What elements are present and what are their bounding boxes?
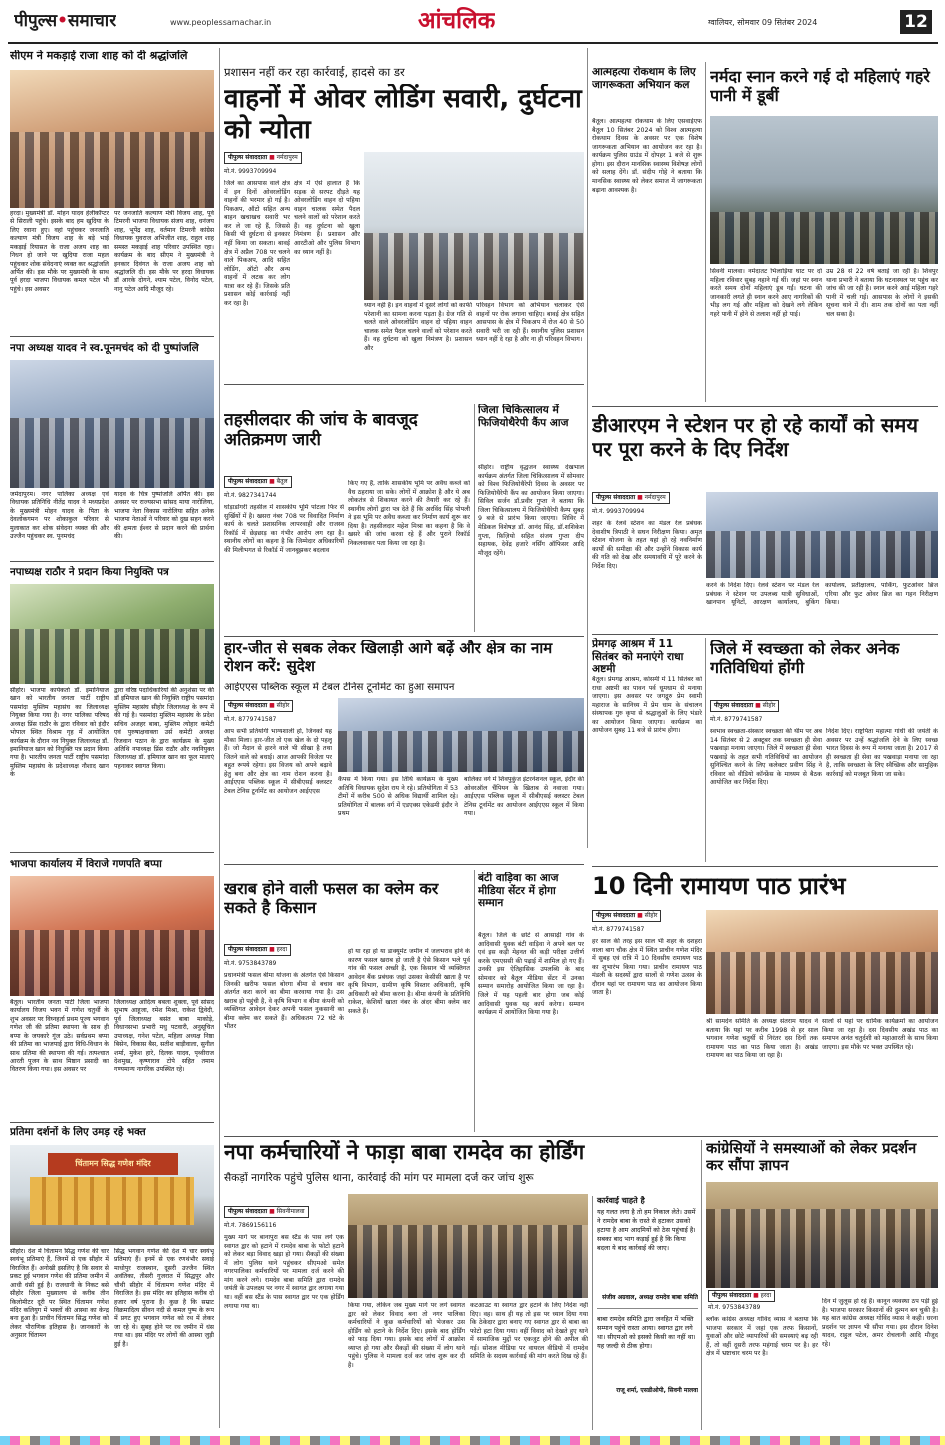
headline: सीएम ने मकड़ाई राजा शाह को दी श्रद्धांजलि bbox=[10, 50, 188, 62]
body-text: किया गया, लेकिन जब मुख्य मार्ग पर लगे स्वागत द्वार को लेकर विवाद बना तो नगर पालिका कर्मचारियों ने कुछ कर्मचारियों को भेजकर उस होर्डिंग को हटाने के निर्देश दिए। इसके बाद होर्डिंग को फाड़ दिया गया। इसके बाद लोगों में आक्रोश व्याप्त हो गया और सैकड़ों की संख्या में लोग थाने पहुंचे। पुलिस ने मामला दर्ज कर जांच शुरू कर दी है। bbox=[348, 1302, 465, 1369]
divider bbox=[224, 864, 584, 865]
story-overloading bbox=[224, 66, 584, 80]
story-ramdev-hoarding bbox=[224, 1140, 694, 1165]
body-text: परिवहन विभाग को अभियान चलाकर ऐसे वाहनों पर रोक लगाना चाहिए। बावई क्षेत्र सहित आसपास के क्षेत्र में पिकअप में रोज 40 से 50 सवारी भरी जा रही हैं। स्थानीय पुलिस प्रशासन ध्यान नहीं दे रहा है और ना ही परिवहन विभाग। bbox=[476, 302, 584, 344]
byline-place: बैतूल bbox=[276, 478, 288, 485]
byline: पीपुल्स संवाददाता ■ सिवनीमालवा bbox=[224, 1206, 309, 1218]
subheadline: आईएएस पब्लिक स्कूल में टेबल टेनिस टूर्नामेंट का हुआ समापन bbox=[224, 682, 455, 693]
body-text: कटआउट या स्वागत द्वार हटाने के लिए निर्देश नहीं दिए। वह। साथ ही यह तो इस पर ध्यान दिया गया कि ठेकेदार द्वारा बनाए गए स्वागत द्वार से बाबा का फोटो हटा दिया गया। वहीं विवाद को देखते हुए थाने में सामाजिक मुद्दों पर एकजुट होने की अपील की गई। सोशल मीडिया पर वायरल वीडियो में रामदेव समिति के सदस्य कार्रवाई की मांग करते दिख रहे हैं। bbox=[470, 1302, 588, 1361]
dateline: ग्वालियर, सोमवार 09 सितंबर 2024 bbox=[708, 18, 818, 27]
body-text: ब्लॉक कांग्रेस अध्यक्ष गोविंद व्यास ने बताया कि भाजपा सरकार में जहां एक तरफ किसानों, युवाओं और छोटे व्यापारियों की समस्याएं बढ़ रही हैं, तो वहीं दूसरी तरफ महंगाई चरम पर है। हर क्षेत्र में भ्रष्टाचार चरम पर है। bbox=[706, 1316, 818, 1358]
divider-left bbox=[219, 48, 220, 1428]
caption: जिलाध्यक्ष आदित्य बबला शुक्ला, पूर्व सांसद सुभाष आहूजा, रमेश मिश्रा, राकेश द्विवेदी, पूर्व जिलाध्यक्ष बसंत बाबा माकोड़े, विधानसभा प्रभारी मधु पटवारी, अनुसूचित उपाध्यक्ष, गनेश पटेल, महिला अध्यक्ष निष्ठा बिसेन, विकास बैस, सतीश बाड़ीवाला, सुनील शर्मा, मुकेश हारे, दिलक यादव, पृथ्वीराज देशमुख, कृष्णाराव टोपे सहित तमाम गण्यमान्य नागरिक उपस्थित रहे। bbox=[114, 999, 214, 1074]
masthead-rule bbox=[8, 42, 938, 44]
photo-rathore bbox=[10, 584, 214, 684]
body-text: बालिका वर्ग में शिवपुकुंज इंटरनेशनल स्कूल, इंदौर की ओवरऑल चैंपियन के खिताब से नवाजा गया। आईएएस पब्लिक स्कूल में सीबीएसई क्लस्टर टेबल टेनिस टूर्नामेंट का आयोजन आईएएस स्कूल में किया गया। bbox=[464, 776, 584, 818]
body-text: आप सभी प्रतियोगी भाग्यशाली हो, जिनको यह मौका मिला। हार-जीत तो एक खेल के दो पहलू हैं। जो मैदान से हारने वाले भी सीखा है तथा जितने वाले को बधाई। आज आपकी विजेता पर बहुत रूपये रहेगा। इस विजय को अपने बढ़ावे हेतु बना और क्षेत्र का नाम रोशन करना है। आईएएस पब्लिक स्कूल में सीबीएसई क्लस्टर टेबल टेनिस टूर्नामेंट का आयोजन आईएएस bbox=[224, 728, 332, 795]
photo-overloaded-vehicle bbox=[364, 152, 584, 300]
story-table-tennis bbox=[224, 640, 584, 675]
temple-facade bbox=[30, 1177, 194, 1225]
photo-bjp-ganpati bbox=[10, 876, 214, 996]
story-encroachment bbox=[224, 410, 470, 450]
body-text: शहर के रेलवे स्टेशन का मंडल रेल प्रबंधक देवाशीष त्रिपाठी ने सघन निरीक्षण किया। अमृत स्टेशन योजना के तहत यहां हो रहे नवनिर्माण कार्यों की समीक्षा की और उन्होंने विकास कार्य की गति को देख और समयावधि में पूरे करने के निर्देश दिए। bbox=[592, 520, 702, 570]
body-text: ध्यान नहीं है। इन वाहनों में दूसरे लोगों को काफी परेशानी का सामना करना पड़ता है। ग्रेज गति से चलते वाले ओवरलोडिंग वाहन दो पहिया वाहन चालक समेत पैदल चलने वालों को परेशान करते हैं। वह दुर्घटना को खुला निमंत्रण है। प्रशासन और bbox=[364, 302, 472, 352]
quote-text: यह गलत लगा है तो हम निकाल लेते। उसमें ने रामदेव बाबा के रास्ते से हटाकर उसको हटाया है आम आदमियों को ठेस पहुंचाई है। सबका बाद भाग कड़ाई हुई है कि किया बदला ये बाद कार्रवाई की जाए। bbox=[597, 1208, 696, 1253]
print-registration-strip bbox=[0, 1436, 945, 1445]
story-congress-protest bbox=[706, 1140, 938, 1174]
mobile-number: मो.नं. 7869156116 bbox=[224, 1222, 277, 1229]
divider bbox=[592, 406, 938, 407]
story-radha-ashtami bbox=[592, 638, 702, 676]
photo-drm-station bbox=[706, 492, 938, 578]
masthead bbox=[8, 6, 938, 40]
byline-author: पीपुल्स संवाददाता bbox=[228, 946, 268, 953]
story-bunty-honour bbox=[478, 872, 584, 910]
story-suicide-prevention bbox=[592, 66, 702, 91]
body-text: जिले का आसपास वाले क्षेत्र में इन दिनों ओवरलोडिंग वाहनों की भरमार हो गई है। पिकअप, ऑटो सहित अन्य बाहन खचाखच सवारी भर कर ले जा रहे हैं, जिससे किसी भी दुर्घटना से इनकार नहीं किया जा सकता। बावई क्षेत्र में अप्रैल 708 पर चलने वाले पिकअप, आदि सहित लोडिंग, ऑटो और अन्य वाहनों में लटक कर लोग यात्रा कर रहे हैं। जिसके प्रति प्रशासन कोई कार्रवाई नहीं कर रहा है। bbox=[224, 180, 290, 307]
caption: सीहोर। भाजपा कार्यकर्ता डॉ. इमानियाज खान को भारतीय जनता पार्टी राष्ट्रीय पसमांदा मुस्लिम महासंघ का जिलाध्यक्ष नियुक्त किया गया है। नगर पालिका परिषद अध्यक्ष प्रिंस राठौर के द्वारा रविवार को इंदौर भोपाल स्थित विश्राम गृह में आयोजित कार्यक्रम के दौरान नव नियुक्त जिलाध्यक्ष डॉ. इमानियाज खान को नियुक्ति पत्र प्रदान किया गया है। भारतीय जनता पार्टी राष्ट्रीय पसमांदा मुस्लिम महासंघ के प्रदेशाध्यक्ष नौशाद खान के bbox=[10, 687, 109, 779]
byline-place: नर्मदापुरम bbox=[276, 154, 298, 161]
byline-place: हरदा bbox=[276, 946, 288, 953]
quote-source: राजू शर्मा, एसडीओपी, सिवनी मालवा bbox=[616, 1387, 698, 1395]
byline: पीपुल्स संवाददाता ■ सीहोर bbox=[710, 700, 779, 712]
body-text: प्रधानमंत्री फसल बीमा योजना के अंतर्गत ऐसे किसान जिनकी खरीफ फसल बोरगा बीमा से बचाव कर अंतर्गत करा करने का बीमा करवाया गया है। उस खराब हो पहुंची है, वे कृषि विभाग व बीमा कंपनी को व्यक्तिगत आवेदन देकर अपनी फसल नुकसानी का बीमा क्लेम कर सकते हैं। अधिकतम 72 घंटे के भीतर bbox=[224, 972, 344, 1031]
subhead-wrap bbox=[224, 1172, 694, 1185]
story-cm-tribute bbox=[10, 50, 214, 63]
headline: हार-जीत से सबक लेकर खिलाड़ी आगे बढ़ें और क्षेत्र का नाम रोशन करें: सुदेश bbox=[224, 640, 553, 675]
byline-place: नर्मदापुरम bbox=[644, 494, 666, 501]
headline: प्रतिमा दर्शनों के लिए उमड़ रहे भक्त bbox=[10, 1126, 146, 1138]
divider bbox=[705, 62, 706, 402]
story-ramayan-path bbox=[592, 872, 938, 900]
body-text: स्वभाव स्वच्छता-संस्कार स्वच्छता की थीम पर अब 14 सितंबर से 2 अक्टूबर तक स्वच्छता ही सेवा पखवाड़ा मनाया जाएगा। जिले में स्वच्छता ही सेवा पखवाड़े के तहत सभी गतिविधियों का आयोजन सुनिश्चित करने के लिए कलेक्टर प्रवीण सिंह ने रविवार को वीडियो कॉन्फ्रेंस के माध्यम से बैठक आयोजित कर निर्देश दिए। bbox=[710, 728, 822, 787]
headline: तहसीलदार की जांच के बावजूद अतिक्रमण जारी bbox=[224, 410, 418, 451]
caption: द्वारा वरिष्ठ पदाधिकारियों की अनुशंसा पर की डॉ इमियाज खान की नियुक्ति राष्ट्रीय पसमांदा मुस्लिम महासंघ सीहोर जिलाध्यक्ष के रूप में की गई है। पसमांदा मुस्लिम महासंघ के प्रदेश सचिव अजहर बाबा, मुस्लिम त्योहार कमेटी एवं पुरुषाक्षवाक्ता उर्स कमेटी अध्यक्ष रिजवान पठान के द्वारा कार्यक्रम के मुख्य अतिथि नपाध्यक्ष प्रिंस राठौर और नवनियुक्त जिलाध्यक्ष डॉ. इमियाज खान का फूल मालाएं पहनाकर स्वागत किया। bbox=[114, 687, 214, 770]
body-text: बैतूल। आत्महत्या रोकथाम के लिए एसवाईएफ बैतूल 10 सितंबर 2024 को विश्व आत्महत्या रोकथाम दिवस के अवसर पर एक विशेष जागरूकता अभियान का आयोजन कर रहा है। कार्यक्रम पुलिस ग्राउंड में दोपहर 1 बजे से शुरू होगा। इस दौरान मानसिक स्वास्थ्य विशेषज्ञ लोगों को सलाह देंगे। डॉ. संदीप गोहे ने बताया कि मानसिक स्वास्थ्य को लेकर समाज में जागरूकता बढ़ाना आवश्यक है। bbox=[592, 118, 702, 194]
divider bbox=[10, 852, 214, 853]
headline: 10 दिनी रामायण पाठ प्रारंभ bbox=[592, 872, 846, 900]
mobile-number: मो.नं. 9753843789 bbox=[708, 1304, 761, 1311]
photo-ramayan-path bbox=[706, 910, 938, 1014]
photo-congress-protest bbox=[706, 1182, 938, 1288]
headline: प्रेमगढ़ आश्रम में 11 सितंबर को मनाएंगे राधा अष्टमी bbox=[592, 638, 684, 675]
body-text: बैतूल। जिले के छोटे से आसाढ़ी गांव के आदिवासी युवक बंटी वाड़िवा ने अपने बल पर एवं इस कड़ी मेहनत की कड़ी परीक्षा उत्तीर्ण करके एमएससी की पढ़ाई में शामिल हो गए हैं। उनकी इस ऐतिहासिक उपलब्धि के बाद सोमवार को बैतूल मीडिया सेंटर में उनका सम्मान समारोह आयोजित किया जा रहा है। जिले में यह पहली बार होगा जब कोई आदिवासी युवक यह कार्य करेगा। सम्मान कार्यक्रम में आयोजित किया गया है। bbox=[478, 932, 584, 1017]
brand-left: पीपुल्स bbox=[14, 11, 58, 31]
byline-author: पीपुल्स संवाददाता bbox=[228, 154, 268, 161]
brand-logo: पीपुल्स•समाचार bbox=[14, 11, 117, 31]
story-swachhta bbox=[710, 640, 938, 678]
brand-right: समाचार bbox=[67, 11, 117, 31]
byline: पीपुल्स संवाददाता ■ बैतूल bbox=[224, 476, 292, 488]
page-number: 12 bbox=[900, 10, 932, 34]
quote-source: संजीव अग्रवाल, अध्यक्ष रामदेव बाबा समिति bbox=[602, 1294, 698, 1302]
subheadline: सैकड़ों नागरिक पहुंचे पुलिस थाना, कार्रवाई की मांग पर मामला दर्ज कर जांच शुरू bbox=[224, 1172, 534, 1184]
story-drm-inspection bbox=[592, 414, 938, 461]
byline: पीपुल्स संवाददाता ■ सीहोर bbox=[224, 700, 293, 712]
byline-author: पीपुल्स संवाददाता bbox=[596, 494, 636, 501]
divider bbox=[474, 404, 475, 632]
byline-author: पीपुल्स संवाददाता bbox=[712, 1292, 752, 1299]
divider bbox=[597, 1308, 698, 1309]
byline-place: सीहोर bbox=[644, 912, 658, 919]
divider bbox=[10, 561, 214, 562]
kicker: प्रशासन नहीं कर रहा कार्रवाई, हादसे का डर bbox=[224, 66, 405, 79]
body-text: क्षेत्र में ऐसे हालात हैं कि सड़क से सरपट दौड़ते यह ओवरलोडिंग वाहन दो पहिया वाहन चालक समेत पैदल चलने वालों को परेशान करते हैं। वह दुर्घटना को खुला निमंत्रण है। प्रशासन और आरटीओ और पुलिस विभाग का ध्यान नहीं है। bbox=[294, 180, 360, 256]
body-text: श्री सामदेन समिति के अध्यक्ष संतराम यादव ने बताया कि यहां पर करीब 1998 से हर साल भगवान गणेश चतुर्थी से निरंतर दस दिनों तक रामायण पाठ का पाठ किया जाता है। अखंड रामायण का पाठ किया जा रहा है। bbox=[706, 1018, 818, 1060]
story-bjp-ganpati bbox=[10, 858, 214, 870]
divider bbox=[474, 870, 475, 1132]
body-text: सिवनी मालवा। नर्मदातट भिलाड़िया घाट पर दो महिला रविवार सुबह नहाने गई थीं। जहां पर स्नान करते समय दोनों महिलाएं डूब गईं। घटना की जानकारी लगते ही स्नान करने आए नागरिकों की भीड़ लग गई और महिला को देखने लगे लेकिन गहरे पानी में होने से तलाश नहीं हो पाई। bbox=[710, 268, 822, 318]
byline-author: पीपुल्स संवाददाता bbox=[228, 478, 268, 485]
photo-police-station-crowd bbox=[348, 1194, 588, 1298]
quote-text: बाबा रामदेव समिति द्वारा जनहित में भक्ति सम्मान पहुंचे रास्ता आया। स्वागत द्वार लगे था। सीएमओ को इसको किसी का नहीं था। यह जल्दी से ठीक होगा। bbox=[597, 1315, 696, 1351]
mobile-number: मो.नं. 8779741587 bbox=[710, 716, 763, 723]
caption: यादव के चित्र पुष्पांजलि अर्पित की। इस अवसर पर राज्यसभा सांसद माया नारोलिया, भाजपा नेता विकास नारोलिया सहित अनेक भाजपा नेताओं ने परिवार को दुख सहन करने की क्षमता ईश्वर से प्रदान करने की प्रार्थना की। bbox=[114, 491, 214, 541]
divider-right bbox=[587, 48, 588, 848]
byline: पीपुल्स संवाददाता ■ नर्मदापुरम bbox=[224, 152, 302, 164]
divider bbox=[224, 1136, 938, 1137]
body-text: सीहोर। राष्ट्रीय वृद्धजन स्वास्थ्य देखभाल कार्यक्रम अंतर्गत जिला चिकित्सालय में सोमवार को विश्व फिजियोथैरेपी दिवस के अवसर पर फिजियोथैरेपी कैंप का आयोजन किया जाएगा। सिविल सर्जन डॉ.प्रवीर गुप्ता ने बताया कि जिला चिकित्सालय में फिजियोथैरेपी कैम्प सुबह 9 बजे से प्रारंभ किया जाएगा। शिविर में मेडिकल विशेषज्ञ डॉ. आनंद सिंह, डॉ.शशिकेश गुप्ता, फ़िज़ियो सहित संजय गुप्ता दीप सहायक, देवेंद्र हजारे नर्सिंग ऑफिसर आदि मौजूद रहेंगे। bbox=[478, 464, 584, 557]
byline-author: पीपुल्स संवाददाता bbox=[228, 702, 268, 709]
caption: हरदा। मुख्यमंत्री डॉ. मोहन यादव हेलीकॉप्टर से सिराली पहुंचे। इसके बाद हम खुदिया के लिए रवाना हुए। वहां पहुंचकर जनजाति कल्याण मंत्री विजय शाह के बड़े भाई मकड़ाई रियासत के राजा अजय शाह का निधन हो जाने पर खुदिया राजा महल पहुंचकर शोक संवेदनाएं व्यक्त कर श्रद्धांजलि अर्पित की। इस मौके पर मुख्यमंत्री के साथ पूर्व हरदा भाजपा विधायक कमल पटेल भी पहुंचे। इस अवसर bbox=[10, 210, 109, 293]
mobile-number: मो.नं. 9753843789 bbox=[224, 960, 277, 967]
byline-place: हरदा bbox=[760, 1292, 772, 1299]
headline: भाजपा कार्यालय में विराजे गणपति बप्पा bbox=[10, 858, 162, 870]
headline: नपाध्यक्ष राठौर ने प्रदान किया नियुक्ति पत्र bbox=[10, 566, 169, 578]
body-text: करने के निर्देश दिए। रेलवे स्टेशन पर मंडल रेल प्रबंधक ने स्टेशन पर उपलब्ध यात्री सुविधाओं, खानपान यूनिटों, आरक्षण कार्यालय, बुकिंग कार्यालय, प्रतीक्षालय, पार्किंग, फुटओवर ब्रिज एरिया और फुट ओवर ब्रिज का गहन निरीक्षण किया। bbox=[706, 582, 938, 607]
byline: पीपुल्स संवाददाता ■ सीहोर bbox=[592, 910, 661, 922]
headline: डीआरएम ने स्टेशन पर हो रहे कार्यों को समय पर पूरा करने के दिए निर्देश bbox=[592, 414, 918, 461]
caption: बैतूल। भारतीय जनता पार्टी जिला भाजपा कार्यालय विजय भवन में गणेश चतुर्थी के शुभ अवसर पर विघ्नहर्ता प्रथम पूज्य भगवान गणेश जी की प्रतिमा स्थापना के साथ ही बप्पा के जयकारे गूंज उठे। सर्वप्रथम बप्पा की प्रतिमा का भाजपाई द्वारा विधि-विधान के साथ प्रतिमा की स्थापना की गई। तत्पश्चात आरती पूजन के साथ मिष्ठान प्रसादी का वितरण किया गया। इस अवसर पर bbox=[10, 999, 109, 1074]
body-text: हर साल की तरह इस साल भी शहर के दशहरा वाला बाग चौक क्षेत्र में स्थित प्राचीन गणेश मंदिर में सुबह एवं रात्रि में 10 दिवसीय रामायण पाठ का शुभारंभ किया गया। प्राचीन रामायण पाठ मंडली के सदस्यों द्वारा सालों से गणेश उत्सव के दौरान यहां पर रामायण पाठ का आयोजन किया जाता है। bbox=[592, 938, 702, 997]
photo-temple bbox=[10, 1145, 214, 1245]
body-text: दिन में जुलूस हो रहे हैं। कानून व्यवस्था ठप पड़ी हुई है। भाजपा सरकार किसानों की दुश्मन बन चुकी है। यह बात कांग्रेस अध्यक्ष गोविंद व्यास ने कही। धरना प्रदर्शन पर ज्ञापन भी सौंपा गया। इस दौरान दिनेश यादव, राहुल पटेल, अमर रोचलानी आदि मौजूद रहे। bbox=[822, 1298, 938, 1348]
story-crop-claim bbox=[224, 880, 470, 918]
temple-sign: चिंतामन सिद्ध गणेश मंदिर bbox=[48, 1153, 178, 1175]
headline: नर्मदा स्नान करने गई दो महिलाएं गहरे पानी में डूबीं bbox=[710, 68, 930, 105]
divider bbox=[592, 866, 938, 867]
byline: पीपुल्स संवाददाता ■ हरदा bbox=[224, 944, 291, 956]
body-text: हो या रहा हो या डाक्यूमेंट जमीन में जलभराव होने के कारण फसल खराब हो जाती है ऐसे किसान भले पूर्व गांव की फसल अच्छी है, एक किसान भी व्यक्तिगत आवेदन बैंक प्रबंधक जहां उसका केसीसी खाता है पर कृषि विभाग, ग्रामीण कृषि विस्तार अधिकारी, कृषि अधिकारी को बीमा करना है। बीमा कंपनी के प्रतिनिधि राकेश, केशियों खाता नंबर के अंदर बीमा क्लेम कर सकते हैं। bbox=[348, 948, 470, 1015]
body-text: किए गए हैं, ताकि शासकीय भूमि पर अवैध कब्जे को वैध ठहराया जा सके। लोगों में आक्रोश है और ये अब लोकतंत्र से शिकायत करने की तैयारी कर रहे हैं। स्थानीय लोगों द्वारा पत्र देते हैं कि अरविंद सिंह पोपली ने इस भूमि पर अवैध कब्जा कर निर्माण कार्य शुरू कर दिया है। तहसीलदार महेश मिश्रा का कहना है कि वे खसरे की जांच करवा रहे हैं और पुराने रिकॉर्ड निकलवाकर पता किया जा रहा है। bbox=[348, 480, 470, 547]
caption: सीहोर। देश में चिंतामन सिद्ध गणेश की चार स्वयंभू प्रतिमाएं हैं, जिनमें से एक सीहोर में विराजित हैं। अनोखी इसलिए है कि सवार से प्रकट हुई भगवान गणेश की प्रतिमा जमीन में आधी धंसी हुई है। राजधानी के निकट बसे सीहोर जिला मुख्यालय से करीब तीन किलोमीटर दूरी पर स्थित चिंतामन गणेश मंदिर कलियुग में भक्तों की आस्था का केन्द्र बना हुआ है। प्राचीन चिंतामन सिद्ध गणेश को लेकर पौराणिक इतिहास है। जानकारों के अनुसार चिंतामन bbox=[10, 1248, 109, 1340]
byline-place: सीहोर bbox=[276, 702, 290, 709]
photo-npa-yadav bbox=[10, 360, 214, 488]
photo-cm-tribute bbox=[10, 70, 214, 208]
body-text: घोड़ाडोंगरी तहसील में शासकीय भूमि पोटला फिर से सुर्खियों में है। खसरा नंबर 708 पर विवादित निर्माण कार्य के चलते प्रशासनिक लापरवाही और राजस्व रिकॉर्ड में छेड़छाड़ का गंभीर आरोप लग रहा है। स्थानीय लोगों का कहना है कि जिम्मेदार अधिकारियों की मिलीभगत से रिकॉर्ड में जानबूझकर बदलाव bbox=[224, 504, 344, 554]
box-title: कार्रवाई चाहते है bbox=[597, 1196, 645, 1205]
divider bbox=[10, 1122, 214, 1123]
headline: आत्महत्या रोकथाम के लिए जागरूकता अभियान कल bbox=[592, 66, 696, 91]
divider bbox=[705, 638, 706, 862]
byline-place: सिवनीमालवा bbox=[276, 1208, 305, 1215]
body-text: उम्र 28 से 22 वर्ष बताई जा रही है। शिवपुर थाना प्रभारी ने बताया कि घटनास्थल पर पहुंच कर जांच की जा रही है। स्नान करने आई महिला गहरे पानी में चली गई। आसपास के लोगों ने इसकी सूचना थाने में दी। शाम तक दोनों का पता नहीं चल सका है। bbox=[826, 268, 938, 318]
headline: बंटी वाड़िवा का आज मीडिया सेंटर में होगा सम्मान bbox=[478, 872, 559, 909]
mobile-number: मो.नं. 9993709994 bbox=[224, 168, 277, 175]
mobile-number: मो.नं. 9993709994 bbox=[592, 508, 645, 515]
body-text: सालों से यहां पर धार्मिक कार्यक्रमों का आयोजन किया जा रहा है। दस दिवसीय अखंड पाठ का समापन अनंत चतुर्दशी को महाआरती के साथ किया जाएगा। इस मौके पर भक्त उपस्थित रहे। bbox=[822, 1018, 938, 1051]
divider bbox=[224, 384, 584, 385]
headline: जिले में स्वच्छता को लेकर अनेक गतिविधियां होंगी bbox=[710, 640, 900, 677]
byline: पीपुल्स संवाददाता ■ नर्मदापुरम bbox=[592, 492, 670, 504]
caption: जर्मदापुरम। नगर पालिका अध्यक्ष एवं विधायक प्रतिनिधि नीतेंद्र यादव ने मध्यप्रदेश के मुख्यमंत्री मोहन यादव के पिता के देवलोकगमन पर शोकाकुल परिवार से मुलाकात कर शोक संवेदना व्यक्त की और उज्जैन पहुंचकर स्व. पूनमचंद bbox=[10, 491, 109, 541]
headline: जिला चिकित्सालय में फिजियोथैरेपी कैंप आज bbox=[478, 404, 569, 429]
story-rathore-appointment bbox=[10, 566, 214, 578]
byline-author: पीपुल्स संवाददाता bbox=[596, 912, 636, 919]
section-title: आंचलिक bbox=[418, 8, 496, 34]
mobile-number: मो.नं. 8779741587 bbox=[592, 926, 645, 933]
divider bbox=[592, 634, 938, 635]
photo-narmada-ghat bbox=[710, 116, 938, 264]
headline: खराब होने वाली फसल का क्लेम कर सकते है किसान bbox=[224, 880, 439, 917]
body-text: बैतूल। प्रेमगढ़ आश्रम, कोसमी में 11 सितंबर को राधा अष्टमी का पावन पर्व धूमधाम से मनाया जाएगा। इस अवसर पर जगद्गुरु प्रेम स्वामी महाराज के सानिध्य में प्रेम धाम के संचालन संस्थापक गुरु कृपा से श्रद्धालुओं के लिए भंडारे का आयोजन किया जाएगा। कार्यक्रम का आयोजन सुबह 11 बजे से प्रारंभ होगा। bbox=[592, 676, 702, 735]
divider bbox=[224, 636, 584, 637]
story-npa-yadav bbox=[10, 342, 214, 354]
subhead-wrap bbox=[224, 682, 584, 694]
body-text: मुख्य मार्ग पर बानापुरा बस स्टैंड के पास लगे एक स्वागत द्वार को हटाने में रामदेव बाबा के फोटो हटाने को लेकर बड़ा विवाद खड़ा हो गया। सैकड़ों की संख्या में लोग पुलिस थाने पहुंचकर सीएमओ समेत नगरपालिका कर्मचारियों पर मामला दर्ज करने की मांग करने लगे। रामदेव बाबा समिति द्वारा रामदेव जयंती के उपलक्ष्य पर नगर में स्वागत द्वार लगाया गया था। वहीं बस स्टैंड के पास स्वागत द्वार पर एक होर्डिंग लगाया गया था। bbox=[224, 1234, 344, 1310]
headline: वाहनों में ओवर लोडिंग सवारी, दुर्घटना को न्योता bbox=[224, 84, 582, 146]
caption: पर जनजाति कल्याण मंत्री विजय शाह, पूर्व टिमरनी भाजपा विधायक संजय शाह, धनंजय शाह, भूपेंद्र शाह, वर्तमान टिमरनी कांग्रेस विधायक युवराज अभिजीत शाह, राहुल शाह समस्त मकड़ाई शाह परिवार उपस्थित रहा। कार्यक्रम के बाद सीएम ने मुख्यमंत्री ने इनकार दिवंगत के राजा अजय शाह को श्रद्धांजलि दी। इस मौके पर हरदा विधायक डॉ आरके दोगने, श्याम पटेल, विनोद पटेल, नानु पटेल आदि मौजूद रहे। bbox=[114, 210, 214, 293]
mobile-number: मो.नं. 8779741587 bbox=[224, 716, 277, 723]
byline-author: पीपुल्स संवाददाता bbox=[714, 702, 754, 709]
divider bbox=[701, 1140, 702, 1430]
headline: कांग्रेसियों ने समस्याओं को लेकर प्रदर्शन कर सौंपा ज्ञापन bbox=[706, 1140, 917, 1175]
overloading-headline-wrap bbox=[224, 84, 584, 146]
photo-table-tennis bbox=[338, 698, 584, 772]
body-text: कैंपस में किया गया। इस तिथि कार्यक्रम के मुख्य अतिथि विधायक सुदेश राय ने रहे। प्रतियोगिता में 53 टीमों में करीब 500 से अधिक विद्यार्थी शामिल रहे। प्रतियोगिता में बालक वर्ग में एडएक्स एकेडमी इंदौर ने प्रथम bbox=[338, 776, 458, 818]
story-narmada-drowning bbox=[710, 68, 938, 106]
website-url[interactable]: www.peoplessamachar.in bbox=[170, 18, 272, 27]
headline: नपा कर्मचारियों ने फाड़ा बाबा रामदेव का होर्डिंग bbox=[224, 1140, 585, 1164]
divider bbox=[10, 336, 214, 337]
story-temple-devotees bbox=[10, 1126, 214, 1138]
story-physio-camp bbox=[478, 404, 584, 429]
mobile-number: मो.नं. 9827341744 bbox=[224, 492, 277, 499]
byline-place: सीहोर bbox=[762, 702, 776, 709]
byline-author: पीपुल्स संवाददाता bbox=[228, 1208, 268, 1215]
headline: नपा अध्यक्ष यादव ने स्व.पूनमचंद को दी पुष्पांजलि bbox=[10, 342, 199, 354]
body-text: निर्देश दिए। राष्ट्रपिता महात्मा गांधी की जयंती के अवसर पर उन्हें श्रद्धांजलि देने के लिए स्वच्छ भारत दिवस के रूप में मनाया जाता है। 2017 से ही स्वच्छता ही सेवा का पखवाड़ा मनाया जा रहा है, ताकि स्वच्छता के लिए स्वैच्छिक और सामुहिक कार्रवाई को मजबूत किया जा सके। bbox=[826, 728, 938, 778]
byline: पीपुल्स संवाददाता ■ हरदा bbox=[708, 1290, 775, 1302]
quote-box bbox=[592, 1196, 698, 1430]
caption: सिद्ध भगवान गणेश की देश में चार स्वयंभू प्रतिमाएं हैं। इनमें से एक रणथंभौर सवाई माधोपुर राजस्थान, दूसरी उज्जैन स्थित अवंतिका, तीसरी गुजरात में सिद्धपुर और चौथी सीहोर में चिंतामण गणेश मंदिर में विराजित है। इस मंदिर का इतिहास करीब दो हजार वर्ष पुराना है। कुछ है कि सम्राट विक्रमादित्य सीवन नदी से कमल पुष्प के रूप में प्रगट हुए भगवान गणेश को रथ में लेकर जा रहे थे। सुबह होने पर रथ जमीन में धंस गया था। इस मंदिर पर लोगों की आस्था जुड़ी हुई है। bbox=[114, 1248, 214, 1348]
